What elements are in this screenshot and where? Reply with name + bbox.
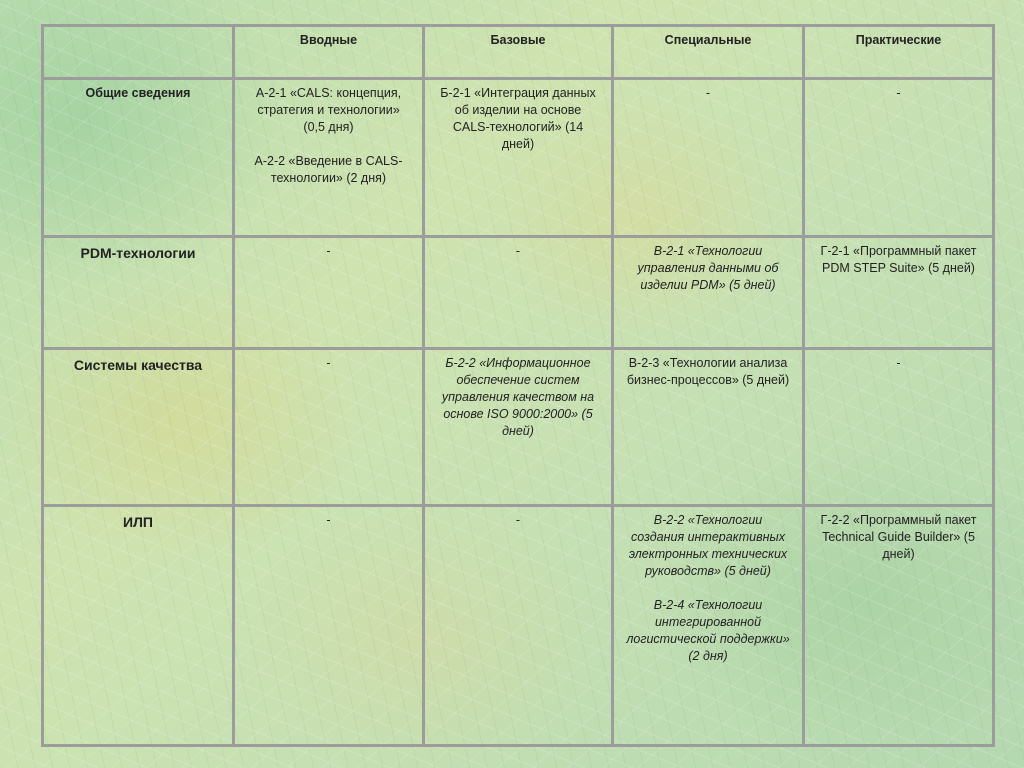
course-entry: В-2-4 «Технологии интегрированной логистической поддержки» (2 дня) xyxy=(626,598,790,663)
course-entry: Б-2-2 «Информационное обеспечение систем управления качеством на основе ISO 9000:2000» (5 дней) xyxy=(441,356,595,438)
course-entry: В-2-3 «Технологии анализа бизнес-процессов» (5 дней) xyxy=(626,356,790,387)
row-header-quality: Системы качества xyxy=(43,349,234,506)
course-entry: Г-2-2 «Программный пакет Technical Guide Builder» (5 дней) xyxy=(820,513,977,561)
table-row-quality xyxy=(43,349,994,506)
table-cell xyxy=(804,349,994,506)
courses-table xyxy=(41,24,995,747)
course-entry: В-2-2 «Технологии создания интерактивных электронных технических руководств» (5 дней) xyxy=(628,513,788,578)
row-header-pdm: PDM-технологии xyxy=(43,237,234,349)
empty-dash: - xyxy=(705,86,711,100)
table-cell xyxy=(424,506,613,746)
table-cell xyxy=(804,237,994,349)
table-cell xyxy=(234,506,424,746)
row-header-general: Общие сведения xyxy=(43,79,234,237)
table-row-ils xyxy=(43,506,994,746)
course-entry: Г-2-1 «Программный пакет PDM STEP Suite» (5 дней) xyxy=(820,244,977,275)
course-entry: Б-2-1 «Интеграция данных об изделии на основе CALS-технологий» (14 дней) xyxy=(440,86,596,151)
corner-cell xyxy=(43,26,234,79)
table-cell xyxy=(234,79,424,237)
table-row-pdm xyxy=(43,237,994,349)
table-cell xyxy=(424,237,613,349)
row-header-ils: ИЛП xyxy=(43,506,234,746)
course-entry: А-2-2 «Введение в CALS-технологии» (2 дня) xyxy=(254,154,403,185)
table-cell xyxy=(613,237,804,349)
empty-dash: - xyxy=(326,356,331,370)
empty-dash: - xyxy=(896,86,901,100)
table-cell xyxy=(613,506,804,746)
table-cell xyxy=(424,349,613,506)
column-header-special: Специальные xyxy=(613,26,804,79)
column-header-basic: Базовые xyxy=(424,26,613,79)
header-row xyxy=(43,26,994,79)
table-cell xyxy=(234,237,424,349)
empty-dash: - xyxy=(515,244,521,258)
table-cell xyxy=(234,349,424,506)
table-cell xyxy=(424,79,613,237)
table-cell xyxy=(613,79,804,237)
course-entry: В-2-1 «Технологии управления данными об изделии PDM» (5 дней) xyxy=(637,244,779,292)
table-cell xyxy=(613,349,804,506)
empty-dash: - xyxy=(515,513,521,527)
table-cell xyxy=(804,79,994,237)
course-entry: А-2-1 «CALS: концепция, стратегия и технологии» (0,5 дня) xyxy=(255,86,402,134)
table-cell xyxy=(804,506,994,746)
empty-dash: - xyxy=(326,244,331,258)
empty-dash: - xyxy=(326,513,331,527)
column-header-practical: Практические xyxy=(804,26,994,79)
empty-dash: - xyxy=(896,356,901,370)
column-header-introductory: Вводные xyxy=(234,26,424,79)
table-row-general xyxy=(43,79,994,237)
